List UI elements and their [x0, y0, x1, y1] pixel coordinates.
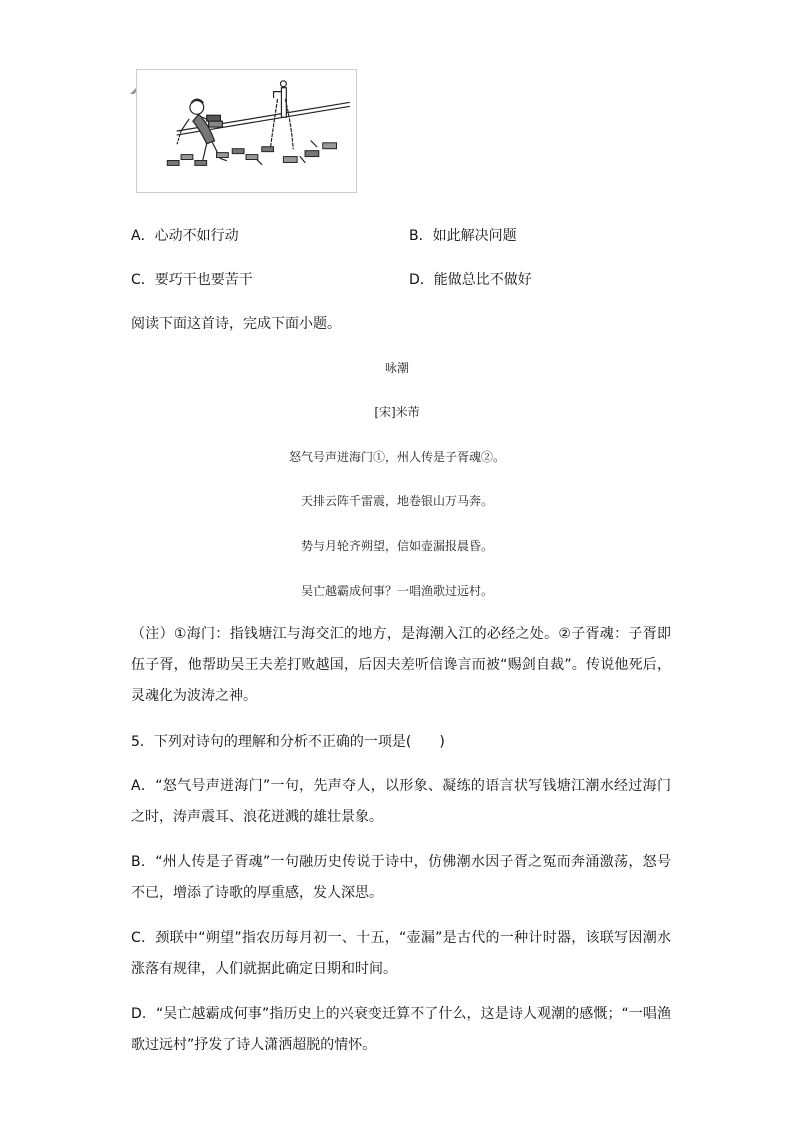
- answer-choice-b: B．“州人传是子胥魂”一句融历史传说于诗中，仿佛潮水因子胥之冤而奔涌激荡，怒号不已，增添了诗歌的厚重感，发人深思。: [131, 854, 671, 901]
- poem-title: 咏潮: [384, 361, 409, 375]
- cartoon-drawing: [137, 70, 356, 192]
- answer-choice-a: A．“怒气号声迸海门”一句，先声夺人，以形象、凝练的语言状写钱塘江潮水经过海门之时，涛声震耳、浪花迸溅的雄壮景象。: [131, 778, 671, 825]
- option-d: D．能做总比不做好: [409, 272, 532, 288]
- option-b: B．如此解决问题: [409, 228, 517, 244]
- cartoon-image: [136, 69, 357, 193]
- poem-line: 吴亡越霸成何事？一唱渔歌过远村。: [300, 584, 493, 598]
- poem-line: 势与月轮齐朔望，信如壶漏报晨昏。: [300, 539, 493, 553]
- answer-choice-d: D．“吴亡越霸成何事”指历史上的兴衰变迁算不了什么，这是诗人观潮的感慨；“一唱渔歌过远村”抒发了诗人潇洒超脱的情怀。: [131, 1006, 671, 1053]
- question-stem: 5．下列对诗句的理解和分析不正确的一项是( ): [131, 734, 445, 750]
- option-c: C．要巧干也要苦干: [131, 272, 253, 288]
- reading-instruction: 阅读下面这首诗，完成下面小题。: [131, 316, 341, 332]
- poem-line: 怒气号声迸海门①，州人传是子胥魂②。: [288, 450, 505, 464]
- poem-line: 天排云阵千雷震，地卷银山万马奔。: [300, 494, 493, 508]
- poem-author: [宋]米芾: [374, 405, 420, 419]
- poem-note: （注）①海门：指钱塘江与海交汇的地方，是海潮入江的必经之处。②子胥魂：子胥即伍子胥，他帮助吴王夫差打败越国，后因夫差听信谗言而被“赐剑自裁”。传说他死后，灵魂化为波涛之神。: [131, 626, 671, 704]
- option-a: A．心动不如行动: [131, 228, 239, 244]
- answer-choice-c: C．颈联中“朔望”指农历每月初一、十五，“壶漏”是古代的一种计时器，该联写因潮水涨落有规律，人们就据此确定日期和时间。: [131, 930, 671, 977]
